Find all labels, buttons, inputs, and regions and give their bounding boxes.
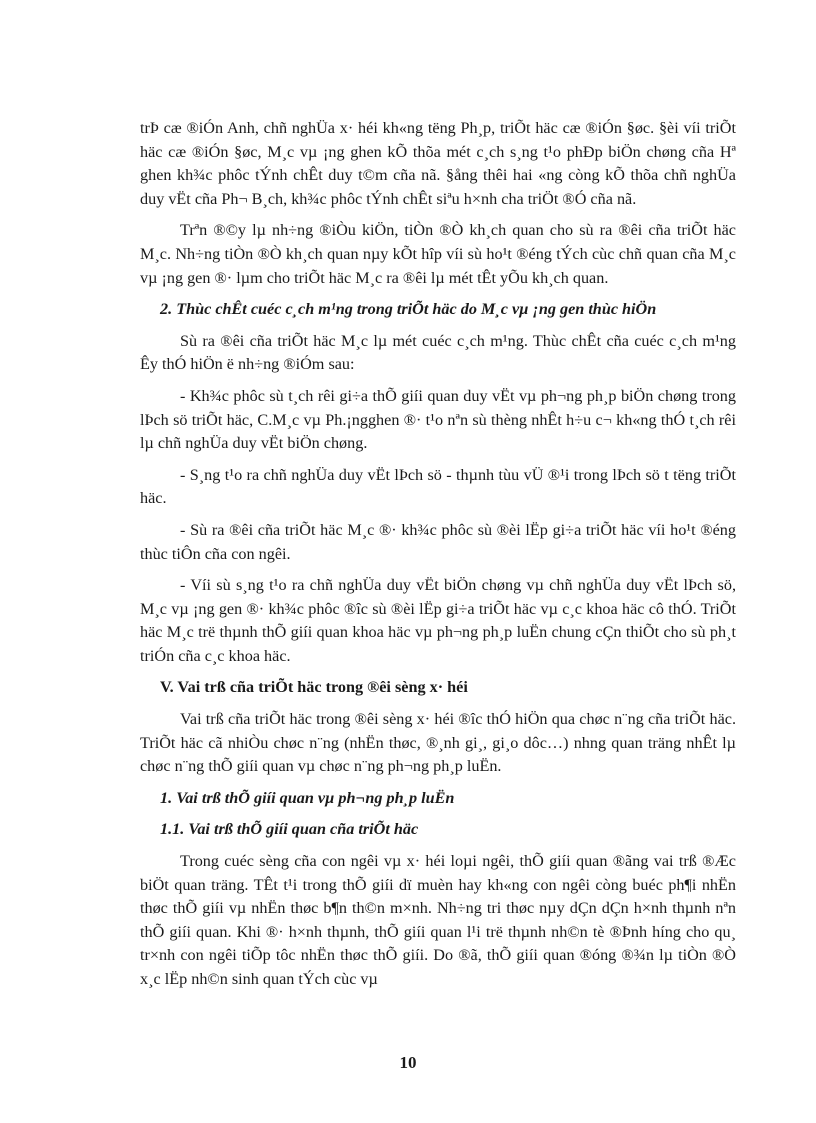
document-body — [140, 117, 736, 1000]
section-heading: V. Vai trß cña triÕt häc trong ®êi sèng x· héi — [160, 678, 468, 697]
paragraph: Trong cuéc sèng cña con ngêi vµ x· héi loµi ngêi, thÕ giíi quan ®ãng vai trß ®Æc biÖt quan träng. TÊt t¹i trong thÕ giíi dï muèn hay kh«ng con ngêi còng buéc ph¶i nhËn thøc thÕ giíi vµ nhËn thøc b¶n th©n m×nh. Nh÷ng tri thøc nµy dÇn dÇn h×nh thµnh nªn thÕ giíi quan. Khi ®· h×nh thµnh, thÕ giíi quan l¹i trë thµnh nh©n tè ®Þnh híng cho qu¸ tr×nh con ngêi tiÕp tôc nhËn thøc thÕ giíi. Do ®ã, thÕ giíi quan ®óng ®¾n lµ tiÒn ®Ò x¸c lËp nh©n sinh quan tÝch cùc vµ — [140, 852, 736, 988]
paragraph: Vai trß cña triÕt häc trong ®êi sèng x· héi ®îc thÓ hiÖn qua chøc n¨ng cña triÕt häc. TriÕt häc cã nhiÒu chøc n¨ng (nhËn thøc, ®¸nh gi¸, gi¸o dôc…) nhng quan träng nhÊt lµ chøc n¨ng thÕ giíi quan vµ chøc n¨ng ph¬ng ph¸p luËn. — [140, 710, 736, 776]
paragraph: Sù ra ®êi cña triÕt häc M¸c lµ mét cuéc c¸ch m¹ng. Thùc chÊt cña cuéc c¸ch m¹ng Êy thÓ hiÖn ë nh÷ng ®iÓm sau: — [140, 331, 736, 374]
list-item: - Kh¾c phôc sù t¸ch rêi gi÷a thÕ giíi quan duy vËt vµ ph¬ng ph¸p biÖn chøng trong lÞch sö triÕt häc, C.M¸c vµ Ph.¡ngghen ®· t¹o nªn sù thèng nhÊt h÷u c¬ kh«ng thÓ t¸ch rêi lµ chñ nghÜa duy vËt biÖn chøng. — [140, 386, 736, 453]
subsection-heading: 1.1. Vai trß thÕ giíi quan cña triÕt häc — [160, 820, 419, 839]
paragraph: Trªn ®©y lµ nh÷ng ®iÒu kiÖn, tiÒn ®Ò kh¸ch quan cho sù ra ®êi cña triÕt häc M¸c. Nh÷ng tiÒn ®Ò kh¸ch quan nµy kÕt hîp víi sù ho¹t ®éng tÝch cùc chñ quan cña M¸c vµ ¡ng gen ®· lµm cho triÕt häc M¸c ra ®êi lµ mét tÊt yÕu kh¸ch quan. — [140, 221, 736, 287]
list-item: - Sù ra ®êi cña triÕt häc M¸c ®· kh¾c phôc sù ®èi lËp gi÷a triÕt häc víi ho¹t ®éng thùc tiÔn cña con ngêi. — [140, 520, 736, 563]
subsection-heading: 1. Vai trß thÕ giíi quan vµ ph¬ng ph¸p luËn — [160, 788, 455, 807]
section-heading: 2. Thùc chÊt cuéc c¸ch m¹ng trong triÕt häc do M¸c vµ ¡ng gen thùc hiÖn — [160, 300, 657, 319]
page-number: 10 — [399, 1053, 417, 1072]
list-item: - Víi sù s¸ng t¹o ra chñ nghÜa duy vËt biÖn chøng vµ chñ nghÜa duy vËt lÞch sö, M¸c vµ ¡ng gen ®· kh¾c phôc ®îc sù ®èi lËp gi÷a triÕt häc vµ c¸c khoa häc cô thÓ. TriÕt häc M¸c trë thµnh thÕ giíi quan khoa häc vµ ph¬ng ph¸p luËn chung cÇn thiÕt cho sù ph¸t triÓn cña c¸c khoa häc. — [140, 576, 736, 665]
paragraph: trÞ cæ ®iÓn Anh, chñ nghÜa x· héi kh«ng tëng Ph¸p, triÕt häc cæ ®iÓn §øc. §èi víi triÕt häc cæ ®iÓn §øc, M¸c vµ ¡ng ghen kÕ thõa mét c¸ch s¸ng t¹o phÐp biÖn chøng cña Hª ghen kh¾c phôc tÝnh chÊt duy t©m cña nã. §ång thêi hai «ng còng kÕ thõa chñ nghÜa duy vËt cña Ph¬ B¸ch, kh¾c phôc tÝnh chÊt siªu h×nh cha triÖt ®Ó cña nã. — [140, 119, 736, 208]
list-item: - S¸ng t¹o ra chñ nghÜa duy vËt lÞch sö - thµnh tùu vÜ ®¹i trong lÞch sö t tëng triÕt häc. — [140, 465, 736, 508]
